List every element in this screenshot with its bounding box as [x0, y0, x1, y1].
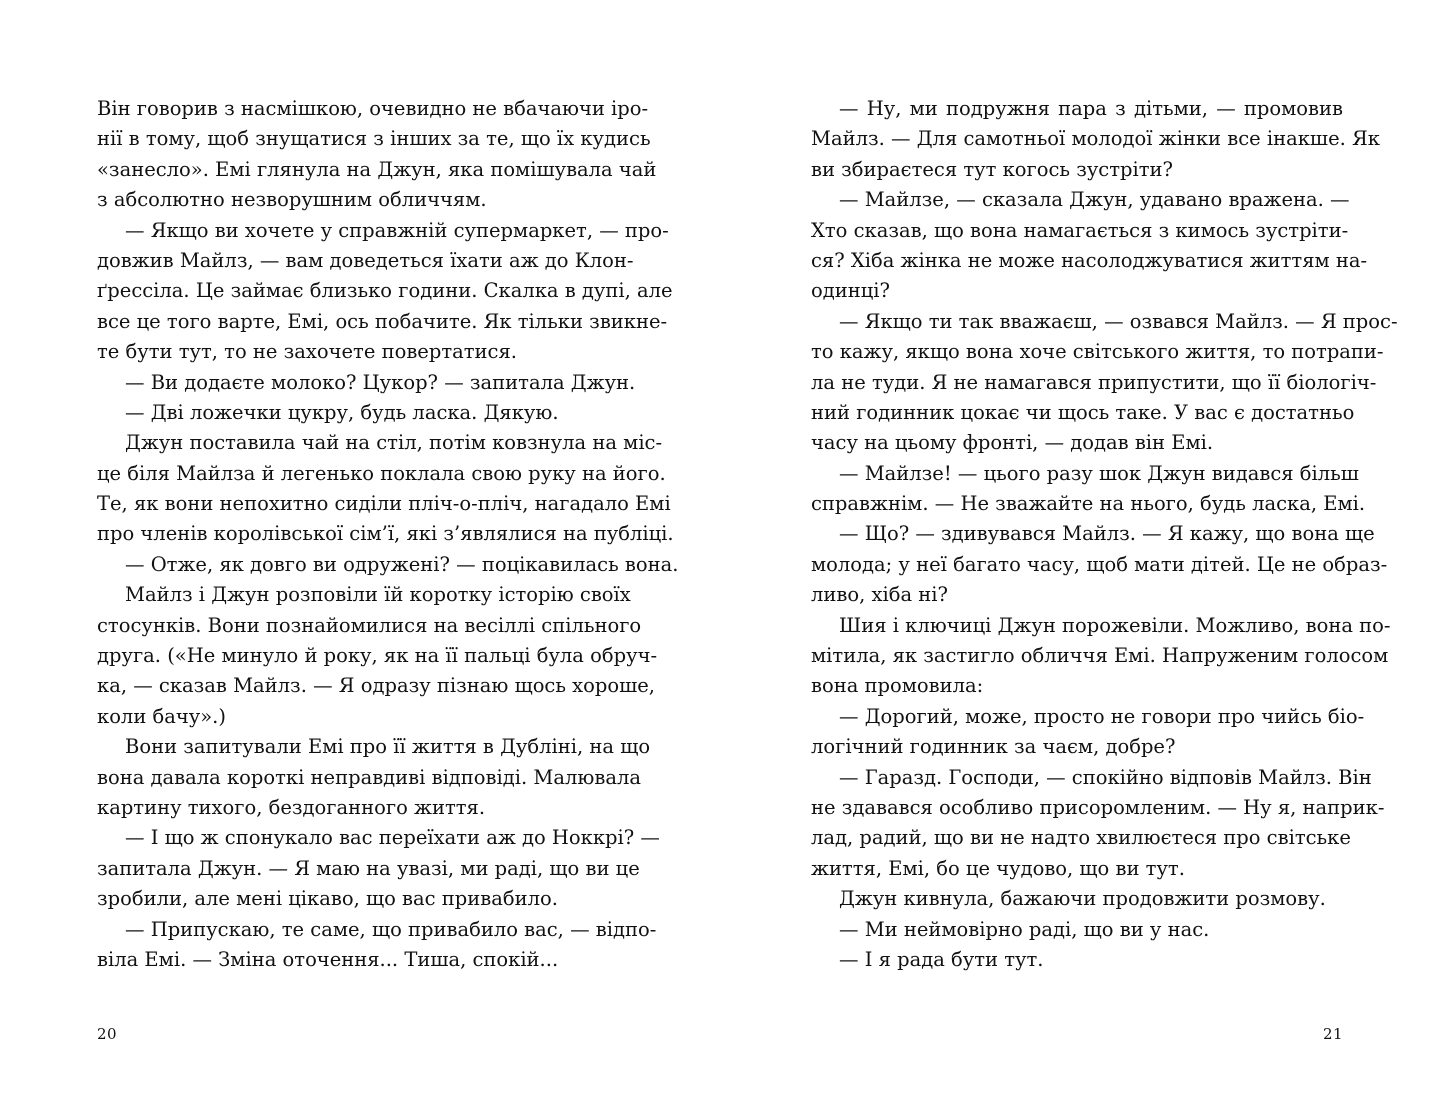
- text-line: Вони запитували Емі про її життя в Дубліні, на що: [125, 735, 651, 759]
- text-line: «занесло». Емі глянула на Джун, яка помішувала чай: [97, 157, 657, 181]
- text-line: ка, — сказав Майлз. — Я одразу пізнаю щось хороше,: [97, 674, 655, 698]
- text-line: — Ви додаєте молоко? Цукор? — запитала Джун.: [125, 370, 636, 394]
- text-line: друга. («Не минуло й року, як на її пальці була обруч-: [97, 644, 658, 668]
- text-line: логічний годинник за чаєм, добре?: [811, 735, 1176, 759]
- text-line: — І я рада бути тут.: [839, 947, 1044, 971]
- text-line: — Дві ложечки цукру, будь ласка. Дякую.: [125, 400, 559, 424]
- text-line: те бути тут, то не захочете повертатися.: [97, 340, 517, 364]
- text-line: не здавався особливо присоромленим. — Ну я, наприк-: [811, 795, 1385, 819]
- text-line: все це того варте, Емі, ось побачите. Як тільки звикне-: [97, 309, 668, 333]
- text-line: — Майлзе! — цього разу шок Джун видався більш: [839, 461, 1359, 485]
- text-line: ся? Хіба жінка не може насолоджуватися життям на-: [811, 248, 1368, 272]
- right-page: [720, 0, 1440, 1108]
- text-line: ви збираєтеся тут когось зустріти?: [811, 157, 1173, 181]
- text-line: картину тихого, бездоганного життя.: [97, 795, 486, 819]
- text-line: — Дорогий, може, просто не говори про чийсь біо-: [839, 704, 1365, 728]
- text-line: лад, радий, що ви не надто хвилюєтеся про світське: [811, 826, 1351, 850]
- text-line: — Отже, як довго ви одружені? — поцікавилась вона.: [125, 552, 679, 576]
- text-line: це біля Майлза й легенько поклала свою руку на його.: [97, 461, 666, 485]
- text-line: ний годинник цокає чи щось таке. У вас є достатньо: [811, 400, 1355, 424]
- text-line: — І що ж спонукало вас переїхати аж до Ноккрі? —: [125, 826, 660, 850]
- text-line: Майлз і Джун розповіли їй коротку історію своїх: [125, 583, 631, 607]
- text-line: довжив Майлз, — вам доведеться їхати аж до Клон-: [97, 248, 634, 272]
- text-line: коли бачу».): [97, 704, 226, 728]
- text-line: то кажу, якщо вона хоче світського життя, то потрапи-: [811, 340, 1384, 364]
- text-line: віла Емі. — Зміна оточення... Тиша, спокій...: [97, 947, 559, 971]
- text-line: Він говорив з насмішкою, очевидно не вбачаючи іро-: [97, 97, 649, 120]
- text-line: зробили, але мені цікаво, що вас привабило.: [97, 887, 558, 911]
- page-number: 20: [97, 1025, 118, 1043]
- text-line: з абсолютно незворушним обличчям.: [97, 188, 487, 212]
- text-line: часу на цьому фронті, — додав він Емі.: [811, 431, 1214, 455]
- text-line: про членів королівської сім’ї, які з’являлися на публіці.: [97, 522, 674, 546]
- text-line: життя, Емі, бо це чудово, що ви тут.: [811, 856, 1185, 880]
- text-line: запитала Джун. — Я маю на увазі, ми раді, що ви це: [97, 856, 640, 880]
- text-line: вона промовила:: [811, 674, 984, 698]
- text-line: Те, як вони непохитно сиділи пліч-о-пліч, нагадало Емі: [97, 492, 671, 516]
- left-page-text: [97, 94, 679, 975]
- text-line: — Ну, ми подружня пара з дітьми, — промовив: [839, 97, 1343, 120]
- text-line: ливо, хіба ні?: [811, 583, 948, 607]
- text-line: — Що? — здивувався Майлз. — Я кажу, що вона ще: [839, 522, 1375, 546]
- text-line: вона давала короткі неправдиві відповіді. Малювала: [97, 765, 641, 789]
- right-page-text: [811, 94, 1398, 975]
- text-line: — Ми неймовірно раді, що ви у нас.: [839, 917, 1210, 941]
- text-line: справжнім. — Не зважайте на нього, будь ласка, Емі.: [811, 492, 1366, 516]
- text-line: Шия і ключиці Джун порожевіли. Можливо, вона по-: [839, 613, 1391, 637]
- text-line: Джун кивнула, бажаючи продовжити розмову.: [839, 887, 1326, 911]
- text-line: мітила, як застигло обличчя Емі. Напруженим голосом: [811, 644, 1389, 668]
- text-line: — Якщо ти так вважаєш, — озвався Майлз. — Я прос-: [839, 309, 1398, 333]
- text-line: Майлз. — Для самотньої молодої жінки все інакше. Як: [811, 127, 1380, 151]
- text-line: — Гаразд. Господи, — спокійно відповів Майлз. Він: [839, 765, 1372, 789]
- page-number: 21: [1323, 1025, 1344, 1043]
- text-line: ґрессіла. Це займає близько години. Скалка в дупі, але: [97, 279, 673, 303]
- text-line: — Майлзе, — сказала Джун, удавано вражена. —: [839, 188, 1350, 212]
- text-line: молода; у неї багато часу, щоб мати дітей. Це не образ-: [811, 552, 1388, 576]
- text-line: Джун поставила чай на стіл, потім ковзнула на міс-: [125, 431, 663, 455]
- text-line: — Якщо ви хочете у справжній супермаркет, — про-: [125, 218, 669, 242]
- text-line: одинці?: [811, 279, 890, 303]
- text-line: — Припускаю, те саме, що привабило вас, — відпо-: [125, 917, 657, 941]
- text-line: Хто сказав, що вона намагається з кимось зустріти-: [811, 218, 1349, 242]
- text-line: стосунків. Вони познайомилися на весіллі спільного: [97, 613, 642, 637]
- text-line: нії в тому, щоб знущатися з інших за те, що їх кудись: [97, 127, 651, 151]
- text-line: ла не туди. Я не намагався припустити, що її біологіч-: [811, 370, 1377, 394]
